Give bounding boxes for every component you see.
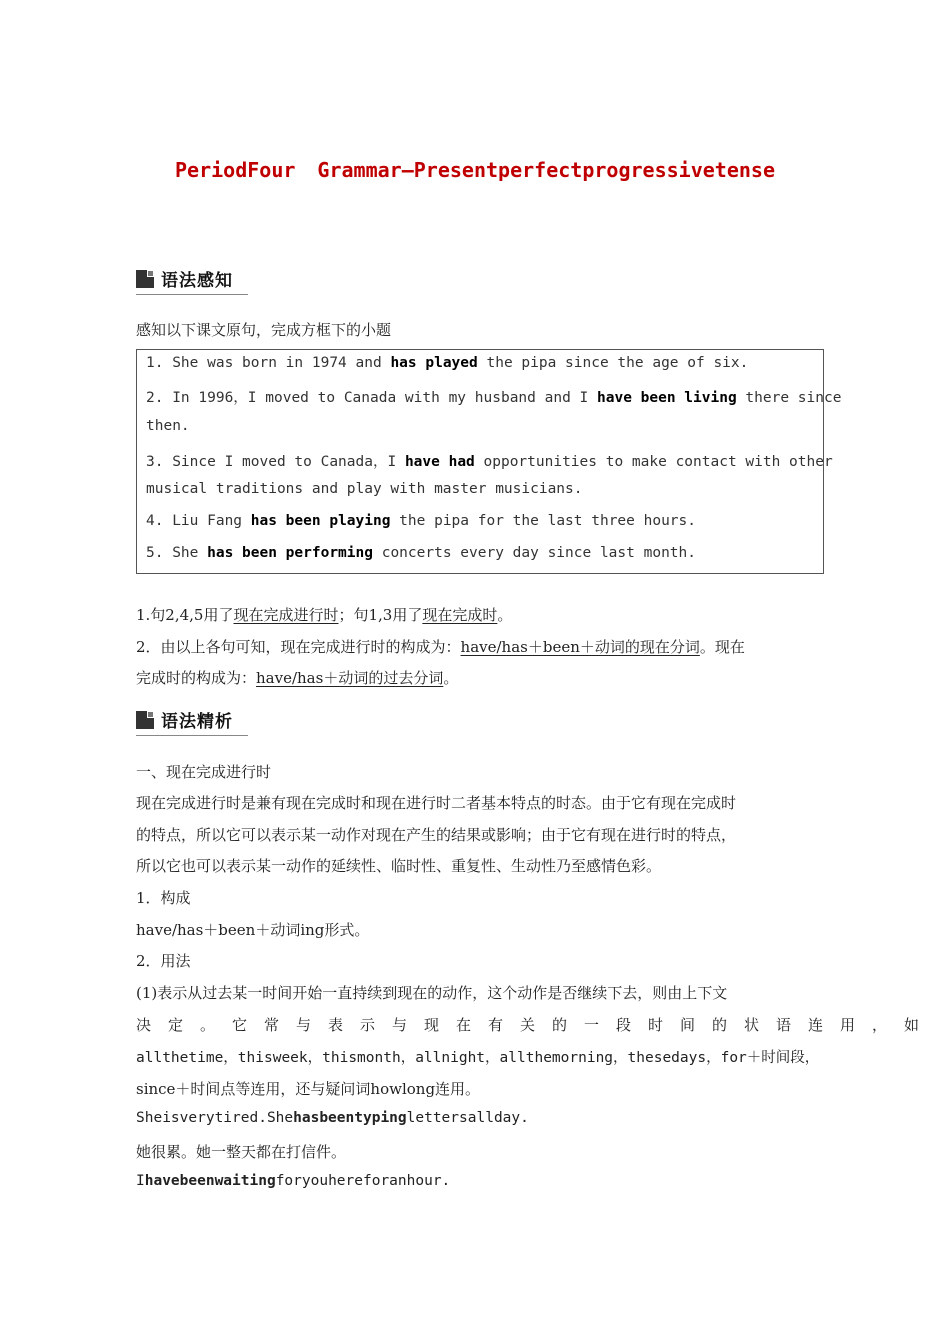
paragraph-line: 现在完成进行时是兼有现在完成时和现在进行时二者基本特点的时态。由于它有现在完成时 [136,794,737,812]
sentence-row: 1. She was born in 1974 and has played the pipa since the age of six. [146,355,749,371]
sentence-row: 4. Liu Fang has been playing the pipa for the last three hours. [146,513,696,529]
question-2: 2．由以上各句可知，现在完成进行时的构成为：have/has＋been＋动词的现在分词。现在 [136,638,745,656]
example-sentence: Sheisverytired.Shehasbeentypinglettersallday. [136,1110,529,1126]
paragraph-line: 所以它也可以表示某一动作的延续性、临时性、重复性、生动性乃至感情色彩。 [136,857,662,875]
item-heading: 1．构成 [136,889,191,907]
example-sentence-box [136,349,842,574]
sentence-row: 5. She has been performing concerts every day since last month. [146,545,696,561]
answer-blank: 现在完成进行时 [233,606,339,624]
sentence-row: 2. In 1996，I moved to Canada with my husband and I have been living there since [146,390,842,406]
title-part1: PeriodFour [175,158,296,182]
sentence-row: 3. Since I moved to Canada，I have had opportunities to make contact with other [146,454,833,470]
form-text: have/has＋been＋动词ing形式。 [136,921,370,939]
page-title [0,158,950,182]
answer-blank: have/has＋been＋动词的现在分词 [460,638,700,656]
section-heading-grammar-perception [136,266,248,295]
subheading: 一、现在完成进行时 [136,763,272,781]
section-heading-grammar-analysis [136,707,248,736]
sentence-row: then. [146,418,190,434]
section-heading-text: 语法感知 [161,271,233,291]
answer-blank: have/has＋动词的过去分词 [256,669,444,687]
item-heading: 2．用法 [136,952,191,970]
instruction-text: 感知以下课文原句，完成方框下的小题 [136,321,392,339]
sentence-row: musical traditions and play with master musicians. [146,481,583,497]
usage-line: since＋时间点等连用，还与疑问词howlong连用。 [136,1080,481,1098]
paragraph-line: 的特点，所以它可以表示某一动作对现在产生的结果或影响；由于它有现在进行时的特点， [136,826,737,844]
title-part2: Grammar—Presentperfectprogressivetense [317,158,775,182]
usage-line: (1)表示从过去某一时间开始一直持续到现在的动作，这个动作是否继续下去，则由上下文 [136,984,728,1002]
usage-line: allthetime，thisweek，thismonth，allnight，allthemorning，thesedays，for＋时间段， [136,1050,820,1066]
example-translation: 她很累。她一整天都在打信件。 [136,1143,347,1161]
question-1: 1.句2,4,5用了现在完成进行时；句1,3用了现在完成时。 [136,606,513,624]
section-square-icon [136,270,154,288]
section-square-icon [136,711,154,729]
example-sentence: Ihavebeenwaitingforyouhereforanhour. [136,1173,451,1189]
usage-line: 决定。它常与表示与现在有关的一段时间的状语连用，如 [136,1016,937,1034]
section-heading-text: 语法精析 [161,712,233,732]
question-2-cont: 完成时的构成为：have/has＋动词的过去分词。 [136,669,459,687]
answer-blank: 现在完成时 [422,606,498,624]
